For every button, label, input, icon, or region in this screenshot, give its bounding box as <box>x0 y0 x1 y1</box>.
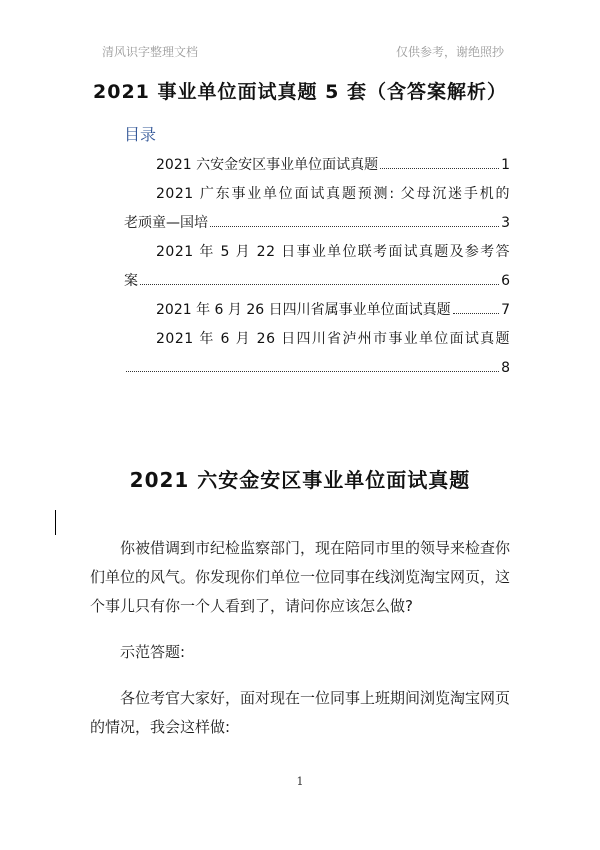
toc-page-number: 3 <box>501 215 510 231</box>
answer-label: 示范答题: <box>120 643 186 661</box>
toc-leader <box>380 168 499 169</box>
header-disclaimer: 仅供参考，谢绝照抄 <box>395 45 504 59</box>
toc-entry-text: 2021 年 6 月 26 日四川省属事业单位面试真题 <box>156 302 451 318</box>
toc-entry-text: 老顽童—国培 <box>124 215 208 231</box>
table-of-contents <box>124 151 510 383</box>
toc-leader <box>453 313 499 314</box>
toc-leader <box>126 371 499 372</box>
toc-leader <box>210 226 499 227</box>
toc-entry-text: 2021 年 6 月 26 日四川省泸州市事业单位面试真题 <box>156 331 510 347</box>
page-number: 1 <box>296 775 304 788</box>
toc-entry-text: 案 <box>124 273 138 289</box>
toc-entry[interactable] <box>124 325 510 354</box>
toc-entry[interactable] <box>124 151 510 180</box>
toc-entry-text: 2021 六安金安区事业单位面试真题 <box>156 157 379 173</box>
toc-entry[interactable] <box>124 296 510 325</box>
section-title: 2021 六安金安区事业单位面试真题 <box>129 468 471 492</box>
toc-entry-text: 2021 年 5 月 22 日事业单位联考面试真题及参考答 <box>156 244 510 260</box>
toc-entry-continuation[interactable] <box>124 354 510 383</box>
header-source: 清风识字整理文档 <box>102 45 199 59</box>
toc-heading[interactable]: 目录 <box>124 125 157 144</box>
toc-page-number: 8 <box>501 360 510 376</box>
document-title: 2021 事业单位面试真题 5 套（含答案解析） <box>93 81 507 103</box>
toc-entry-continuation[interactable] <box>124 267 510 296</box>
toc-leader <box>140 284 499 285</box>
question-paragraph: 你被借调到市纪检监察部门，现在陪同市里的领导来检查你们单位的风气。你发现你们单位一位同事在线浏览淘宝网页，这个事儿只有你一个人看到了，请问你应该怎么做? <box>90 539 511 615</box>
toc-entry-continuation[interactable] <box>124 209 510 238</box>
toc-entry[interactable] <box>124 180 510 209</box>
toc-page-number: 1 <box>501 157 510 173</box>
text-cursor <box>55 510 56 535</box>
toc-page-number: 6 <box>501 273 510 289</box>
document-body <box>90 534 510 742</box>
toc-page-number: 7 <box>501 302 510 318</box>
toc-entry-text: 2021 广东事业单位面试真题预测: 父母沉迷手机的 <box>156 186 510 202</box>
toc-entry[interactable] <box>124 238 510 267</box>
answer-paragraph: 各位考官大家好，面对现在一位同事上班期间浏览淘宝网页的情况，我会这样做: <box>90 689 511 736</box>
